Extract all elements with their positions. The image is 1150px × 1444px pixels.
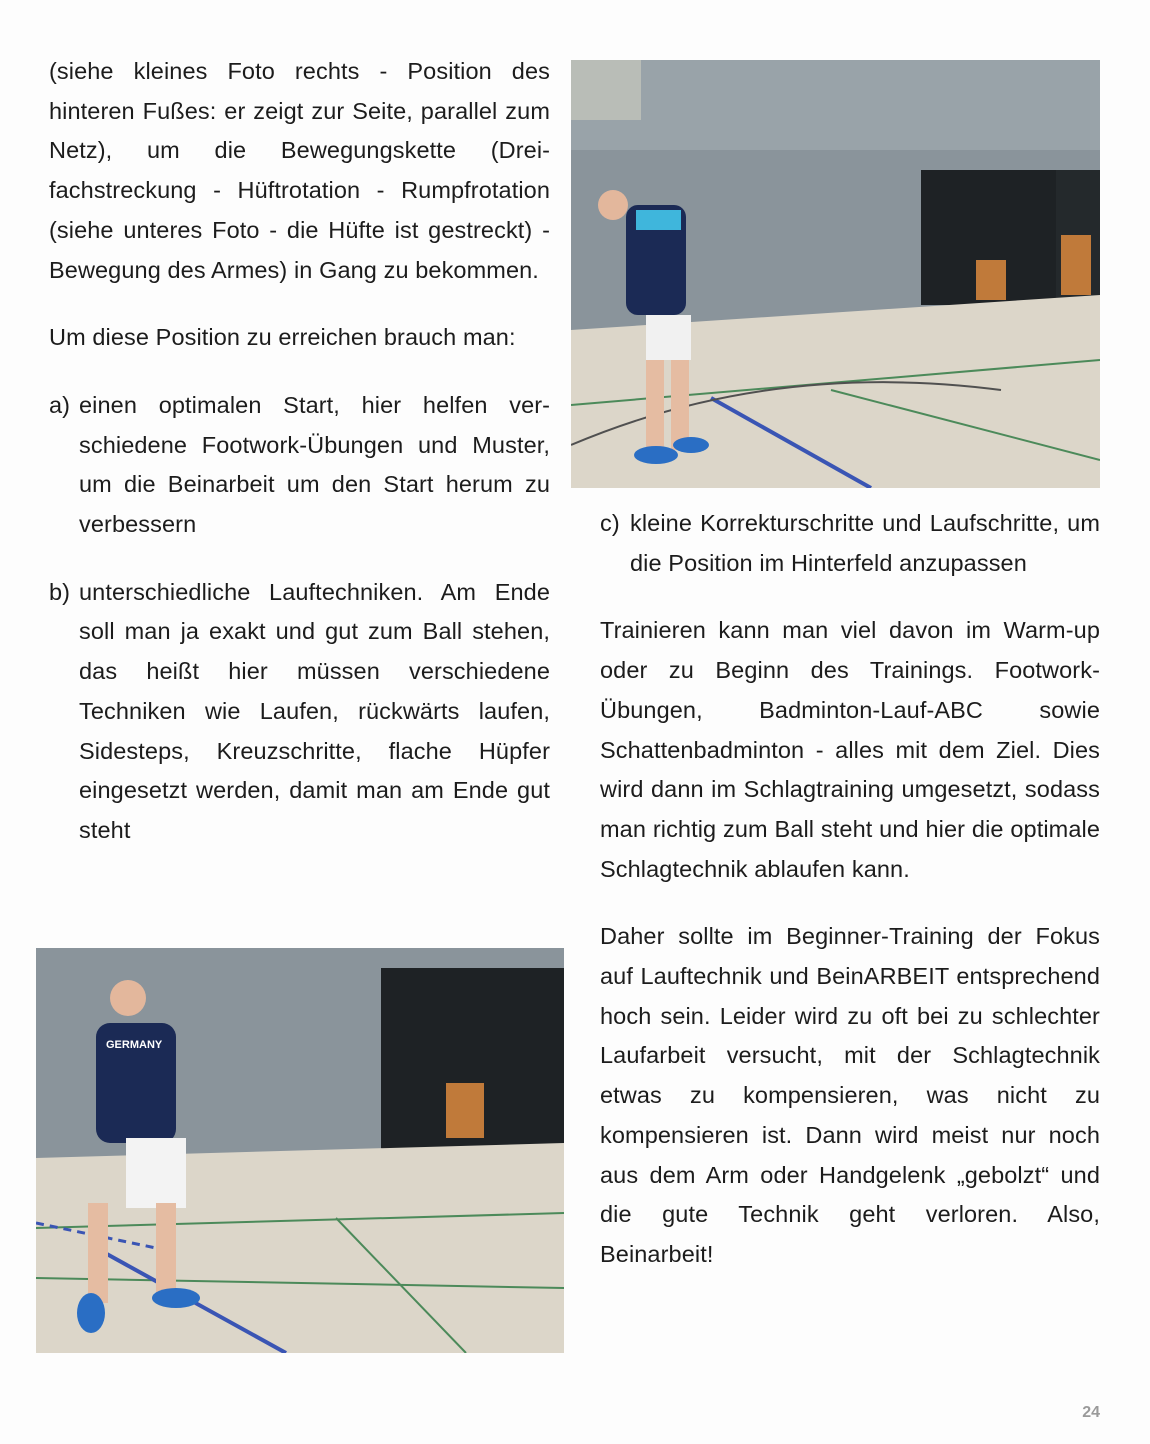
list-item-text: einen optimalen Start, hier helfen verschiedene Footwork-Übungen und Muster, um die Beinarbeit um den Start herum zu verbessern [79, 391, 550, 538]
list-item-text: unterschiedliche Lauftechniken. Am Ende soll man ja exakt und gut zum Ball stehen, das heißt hier müssen verschiedene Techniken wie Laufen, rückwärts laufen, Sidesteps, Kreuzschritte, flache Hüpfer eingesetzt werden, damit man am Ende gut steht [79, 578, 550, 843]
photo-illustration [36, 948, 564, 1353]
left-text-column [49, 52, 550, 851]
paragraph: (siehe kleines Foto rechts - Position des hinteren Fußes: er zeigt zur Seite, parallel zum Netz), um die Bewegungskette (Dreifachstreckung - Hüftrotation - Rumpfrotation (siehe unteres Foto - die Hüfte ist gestreckt) - Bewegung des Armes) in Gang zu bekommen. [49, 58, 550, 283]
list-item-text: kleine Korrekturschritte und Laufschritte, um die Position im Hinterfeld anzupassen [630, 510, 1100, 576]
list-item-a [49, 386, 550, 545]
right-text-column [600, 504, 1100, 1275]
page-number: 24 [1082, 1404, 1100, 1421]
photo-illustration [571, 60, 1100, 488]
paragraph: Um diese Position zu erreichen brauch man: [49, 324, 516, 351]
list-marker: b) [49, 578, 71, 605]
shirt-lettering: GERMANY [106, 1039, 163, 1051]
list-marker: a) [49, 391, 71, 418]
paragraph: Daher sollte im Beginner-Training der Fokus auf Lauftechnik und BeinARBEIT entsprechend hoch sein. Leider wird zu oft bei zu schlechter Laufarbeit versucht, mit der Schlagtechnik etwas zu kompensieren, was nicht zu kompensieren ist. Dann wird meist nur noch aus dem Arm oder Handgelenk „gebolzt“ und die gute Technik geht verloren. Also, Beinarbeit! [600, 923, 1100, 1267]
list-marker: c) [600, 510, 620, 536]
photo-badminton-player-footwork [571, 60, 1100, 488]
photo-badminton-player-rear-view [36, 948, 564, 1353]
paragraph: Trainieren kann man viel davon im Warm-up oder zu Beginn des Trainings. Footwork-Übungen, Badminton-Lauf-ABC sowie Schattenbadminton - alles mit dem Ziel. Dies wird dann im Schlagtraining umgesetzt, sodass man richtig zum Ball steht und hier die optimale Schlagtechnik ablaufen kann. [600, 617, 1100, 882]
list-item-c [600, 504, 1100, 583]
list-item-b [49, 573, 550, 851]
